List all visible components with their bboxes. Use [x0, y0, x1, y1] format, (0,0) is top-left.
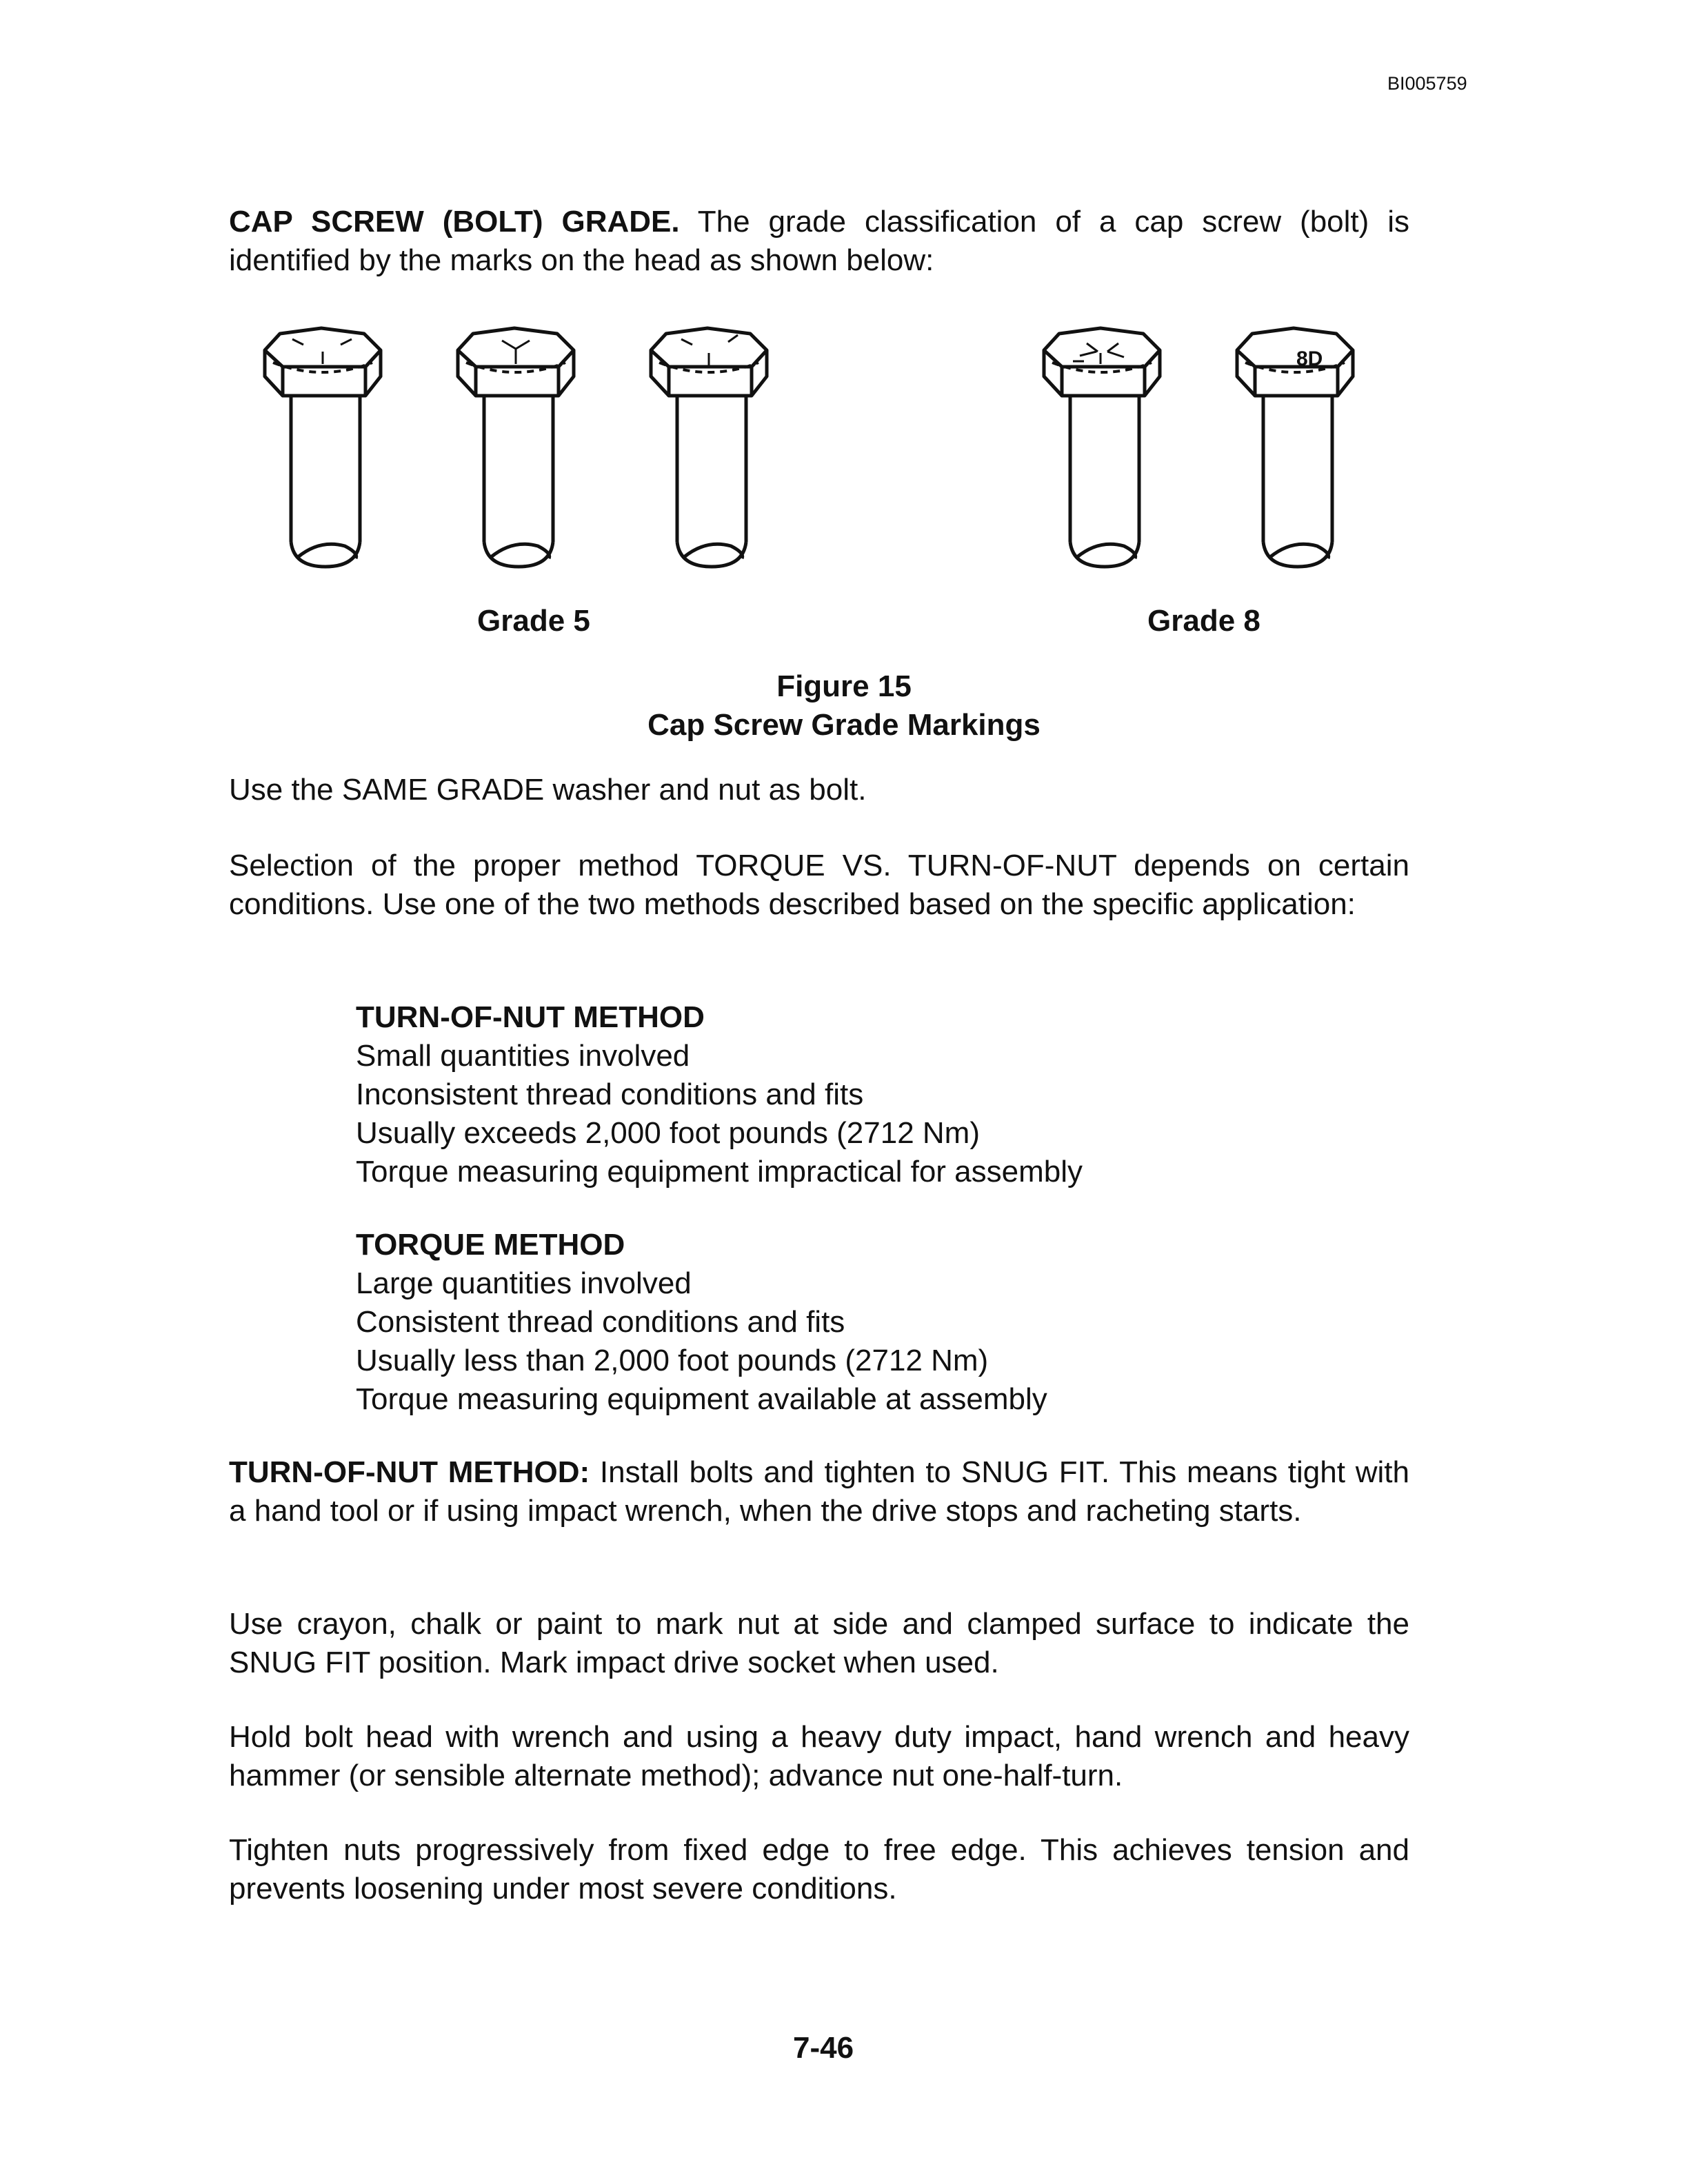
torque-list-title: TORQUE METHOD: [356, 1228, 625, 1262]
list-item: Inconsistent thread conditions and fits: [356, 1078, 864, 1111]
crayon-paragraph: Use crayon, chalk or paint to mark nut at side and clamped surface to indicate the SNUG FIT position. Mark impact drive socket when used.: [229, 1607, 1409, 1679]
grade8-head-mark: 8D: [1296, 347, 1323, 370]
list-item: Small quantities involved: [356, 1039, 690, 1073]
bolt-grade5-c: [641, 324, 793, 600]
turn-of-nut-text: Install bolts and tighten to SNUG FIT. This means tight with a hand tool or if using impact wrench, when the drive stops and racheting starts.: [229, 1455, 1409, 1528]
selection-paragraph: Selection of the proper method TORQUE VS. TURN-OF-NUT depends on certain conditions. Use one of the two methods described based on the specific application:: [229, 849, 1409, 921]
list-item: Usually exceeds 2,000 foot pounds (2712 Nm): [356, 1116, 980, 1150]
bolt-grade5-b: [448, 324, 600, 600]
list-item: Large quantities involved: [356, 1266, 692, 1300]
turn-of-nut-heading: TURN-OF-NUT METHOD:: [229, 1455, 590, 1489]
figure-number: Figure 15: [776, 669, 912, 703]
page-number: 7-46: [793, 2031, 854, 2065]
grade5-label: Grade 5: [477, 604, 590, 638]
torque-list: [356, 1226, 1390, 1419]
turn-of-nut-list-title: TURN-OF-NUT METHOD: [356, 1000, 705, 1034]
intro-paragraph: [229, 203, 1409, 280]
document-id: BI005759: [1387, 73, 1467, 94]
same-grade-paragraph: Use the SAME GRADE washer and nut as bolt.: [229, 773, 867, 807]
intro-heading: CAP SCREW (BOLT) GRADE.: [229, 205, 680, 239]
list-item: Consistent thread conditions and fits: [356, 1305, 845, 1339]
figure-title: Cap Screw Grade Markings: [647, 708, 1041, 742]
list-item: Torque measuring equipment available at assembly: [356, 1382, 1047, 1416]
bolt-grade5-a: [255, 324, 407, 600]
bolt-grade8-b: [1227, 324, 1379, 600]
list-item: Usually less than 2,000 foot pounds (2712 Nm): [356, 1344, 989, 1377]
turn-of-nut-paragraph: [229, 1453, 1409, 1530]
list-item: Torque measuring equipment impractical for assembly: [356, 1155, 1083, 1189]
intro-text: The grade classification of a cap screw (bolt) is identified by the marks on the head as shown below:: [229, 205, 1409, 277]
grade8-label: Grade 8: [1147, 604, 1260, 638]
bolt-grade8-a: [1034, 324, 1186, 600]
turn-of-nut-list: [356, 998, 1390, 1191]
tighten-paragraph: Tighten nuts progressively from fixed edge to free edge. This achieves tension and prevents loosening under most severe conditions.: [229, 1833, 1409, 1905]
hold-bolt-paragraph: Hold bolt head with wrench and using a heavy duty impact, hand wrench and heavy hammer (or sensible alternate method); advance nut one-half-turn.: [229, 1720, 1409, 1792]
